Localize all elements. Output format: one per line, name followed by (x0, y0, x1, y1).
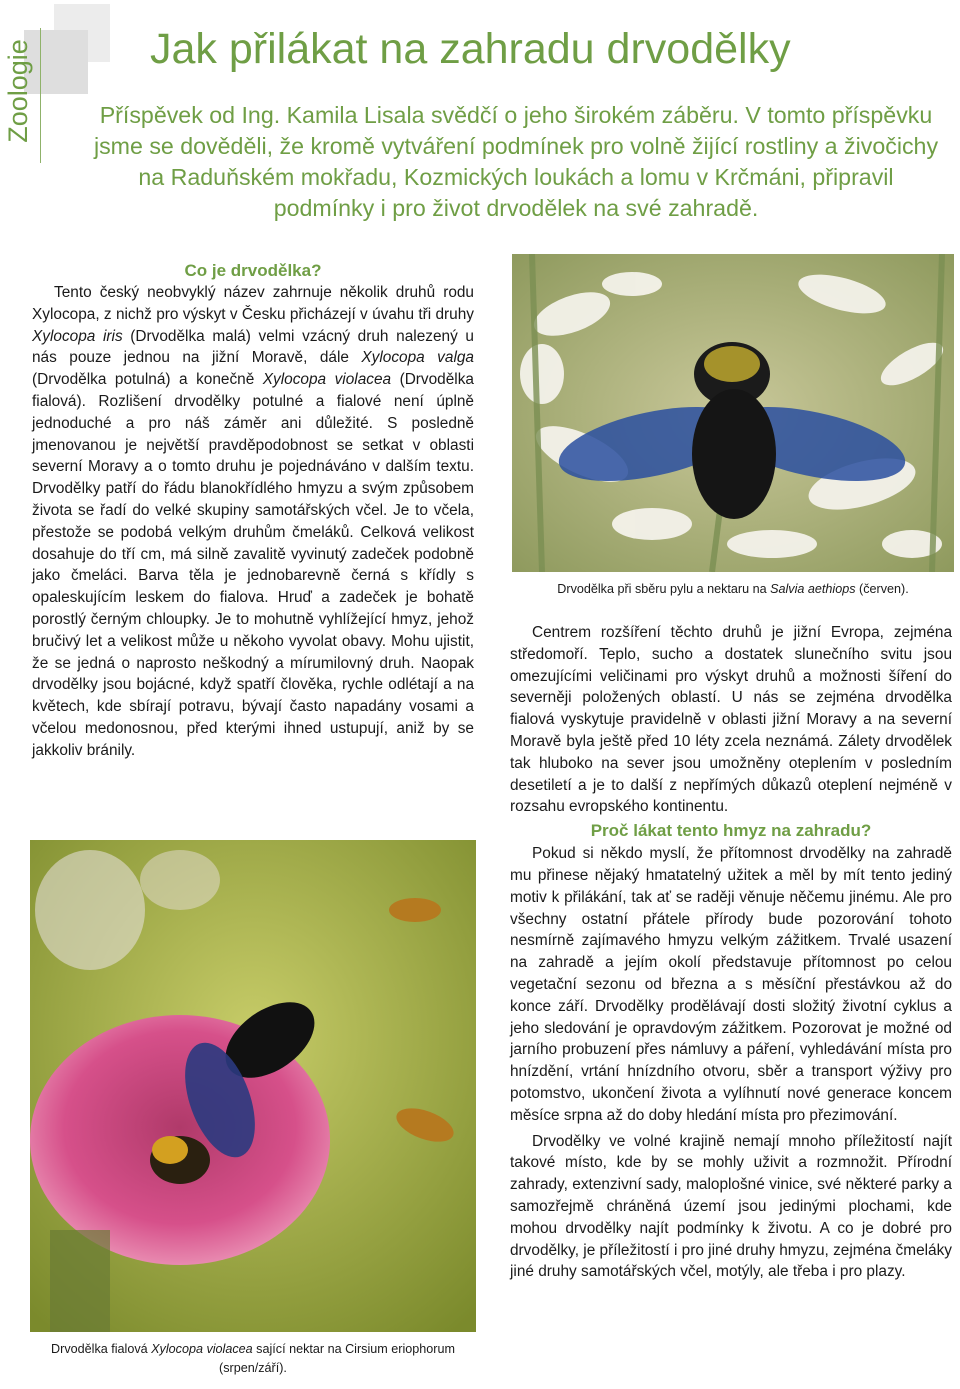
heading-what-is: Co je drvodělka? (184, 261, 322, 280)
article-lead: Příspěvek od Ing. Kamila Lisala svědčí o jeho širokém záběru. V tomto příspěvku jsme se dověděli, že kromě vytváření podmínek pro volně žijící rostliny a živočichy na Raduňském mokřadu, Kozmických loukách a lomu v Krčmáni, připravil podmínky i pro život drvodělek na své zahradě. (93, 102, 939, 221)
caption-top-photo: Drvodělka při sběru pylu a nektaru na Salvia aethiops (červen). (557, 582, 909, 596)
article-title: Jak přilákat na zahradu drvodělky (150, 25, 791, 73)
paragraph: Tento český neobvyklý název zahrnuje několik druhů rodu Xylocopa, z nichž pro výskyt v Česku přicházejí v úvahu tři druhy Xylocopa iris (Drvodělka malá) velmi vzácný druh nalezený u nás pouze jednou na jižní Moravě, dále Xylocopa valga (Drvodělka potulná) a konečně Xylocopa violacea (Drvodělka fialová). Rozlišení drvodělky potulné a fialové není úplně jednoduché a pro náš záměr ani důležité. S posledně jmenovanou je největší pravděpodobnost se setkat v oblasti severní Moravy a o tomto druhu je pojednáváno v dalším textu. Drvodělky patří do řádu blanokřídlého hmyzu a svým způsobem života se řadí do velké skupiny samotářských včel. Je to včela, přestože se podobá velkým druhům čmeláků. Celková velikost dosahuje do tří cm, má silně zavalitě vyvinutý zadeček podobně jako čmeláci. Barva těla je jednobarevně černá s křídly s opaleskujícím leskem do fialova. Hruď a zadeček je bohatě porostlý černým chloupky. Je to mohutně vyhlížející hmyz, jehož bručivý let a velikost může u někoho vyvolat obavy. Mohu ujistit, že se jedná o naprosto neškodný a mírumilovný druh. Naopak drvodělky jsou bojácné, když spatří člověka, rychle odlétají a na květech, kde sbírají potravu, bývají často napadány vosami a včelou medonosnou, před kterými ihned ustupují, aniž by se jakkoliv bránily. (32, 284, 474, 759)
paragraph: Drvodělky ve volné krajině nemají mnoho příležitostí najít takové místo, kde by se mohly uživit a rozmnožit. Přírodní zahrady, extenzivní sady, maloplošné vinice, své některé parky a samozřejmě chráněná území jsou jedinými plochami, kde mohou drvodělky najít podmínky k životu. A co je dobré pro drvodělky, je příležitostí i pro jiné druhy hmyzu, zejména čmeláky jiné druhy samotářských včel, motýly, ale třeba i pro plazy. (510, 1132, 952, 1281)
section-divider (40, 28, 41, 163)
paragraph: Centrem rozšíření těchto druhů je jižní Evropa, zejména středomoří. Teplo, sucho a dostatek slunečního svitu jsou omezujícími veličinami pro výskyt druhů a možnosti šíření do severněji položených oblastí. U nás se zejména drvodělka fialová vyskytuje pravidelně v oblasti jižní Moravy a na severní Moravě byla ještě před 10 léty zcela neznámá. Zálety drvodělek tak hluboko na sever jsou umožněny oteplením v posledním desetiletí a je to další z nepřímých důkazů oteplení nejméně v rozsahu evropského kontinentu. (510, 624, 952, 816)
caption-bottom-photo: Drvodělka fialová Xylocopa violacea sající nektar na Cirsium eriophorum (srpen/září). (51, 1342, 455, 1375)
heading-why-attract: Proč lákat tento hmyz na zahradu? (590, 821, 872, 841)
decor-square (24, 30, 88, 94)
section-label: Zoologie (3, 39, 33, 143)
left-column (32, 260, 474, 762)
right-column (510, 622, 952, 1283)
photo-bee-on-salvia (512, 254, 954, 572)
photo-bee-on-thistle (30, 840, 476, 1332)
paragraph: Pokud si někdo myslí, že přítomnost drvodělky na zahradě mu přinese nějaký hmatatelný užitek a měl by mít tento jediný motiv k přilákání, tak ať se raději věnuje něčemu jinému. Ale pro všechny ostatní přátele přírody bude pozorování tohoto nesmírně zajímavého hmyzu velkým zážitkem. Trvalé usazení na zahradě a jejím okolí představuje přítomnost po celou vegetační sezonu od března a s měsíční přestávkou až do konce září. Drvodělky prodělávají dosti složitý životní cyklus a jeho sledování je opravdovým zážitkem. Pozorovat je možné od jarního probuzení přes námluvy a páření, vyhledávání místa pro hnízdění, vrtání hnízdního otvoru, sběr a transport výživy pro potomstvo, ukončení života a vylíhnutí nové generace koncem měsíce srpna až do doby hledání místa pro přezimování. (510, 845, 952, 1124)
